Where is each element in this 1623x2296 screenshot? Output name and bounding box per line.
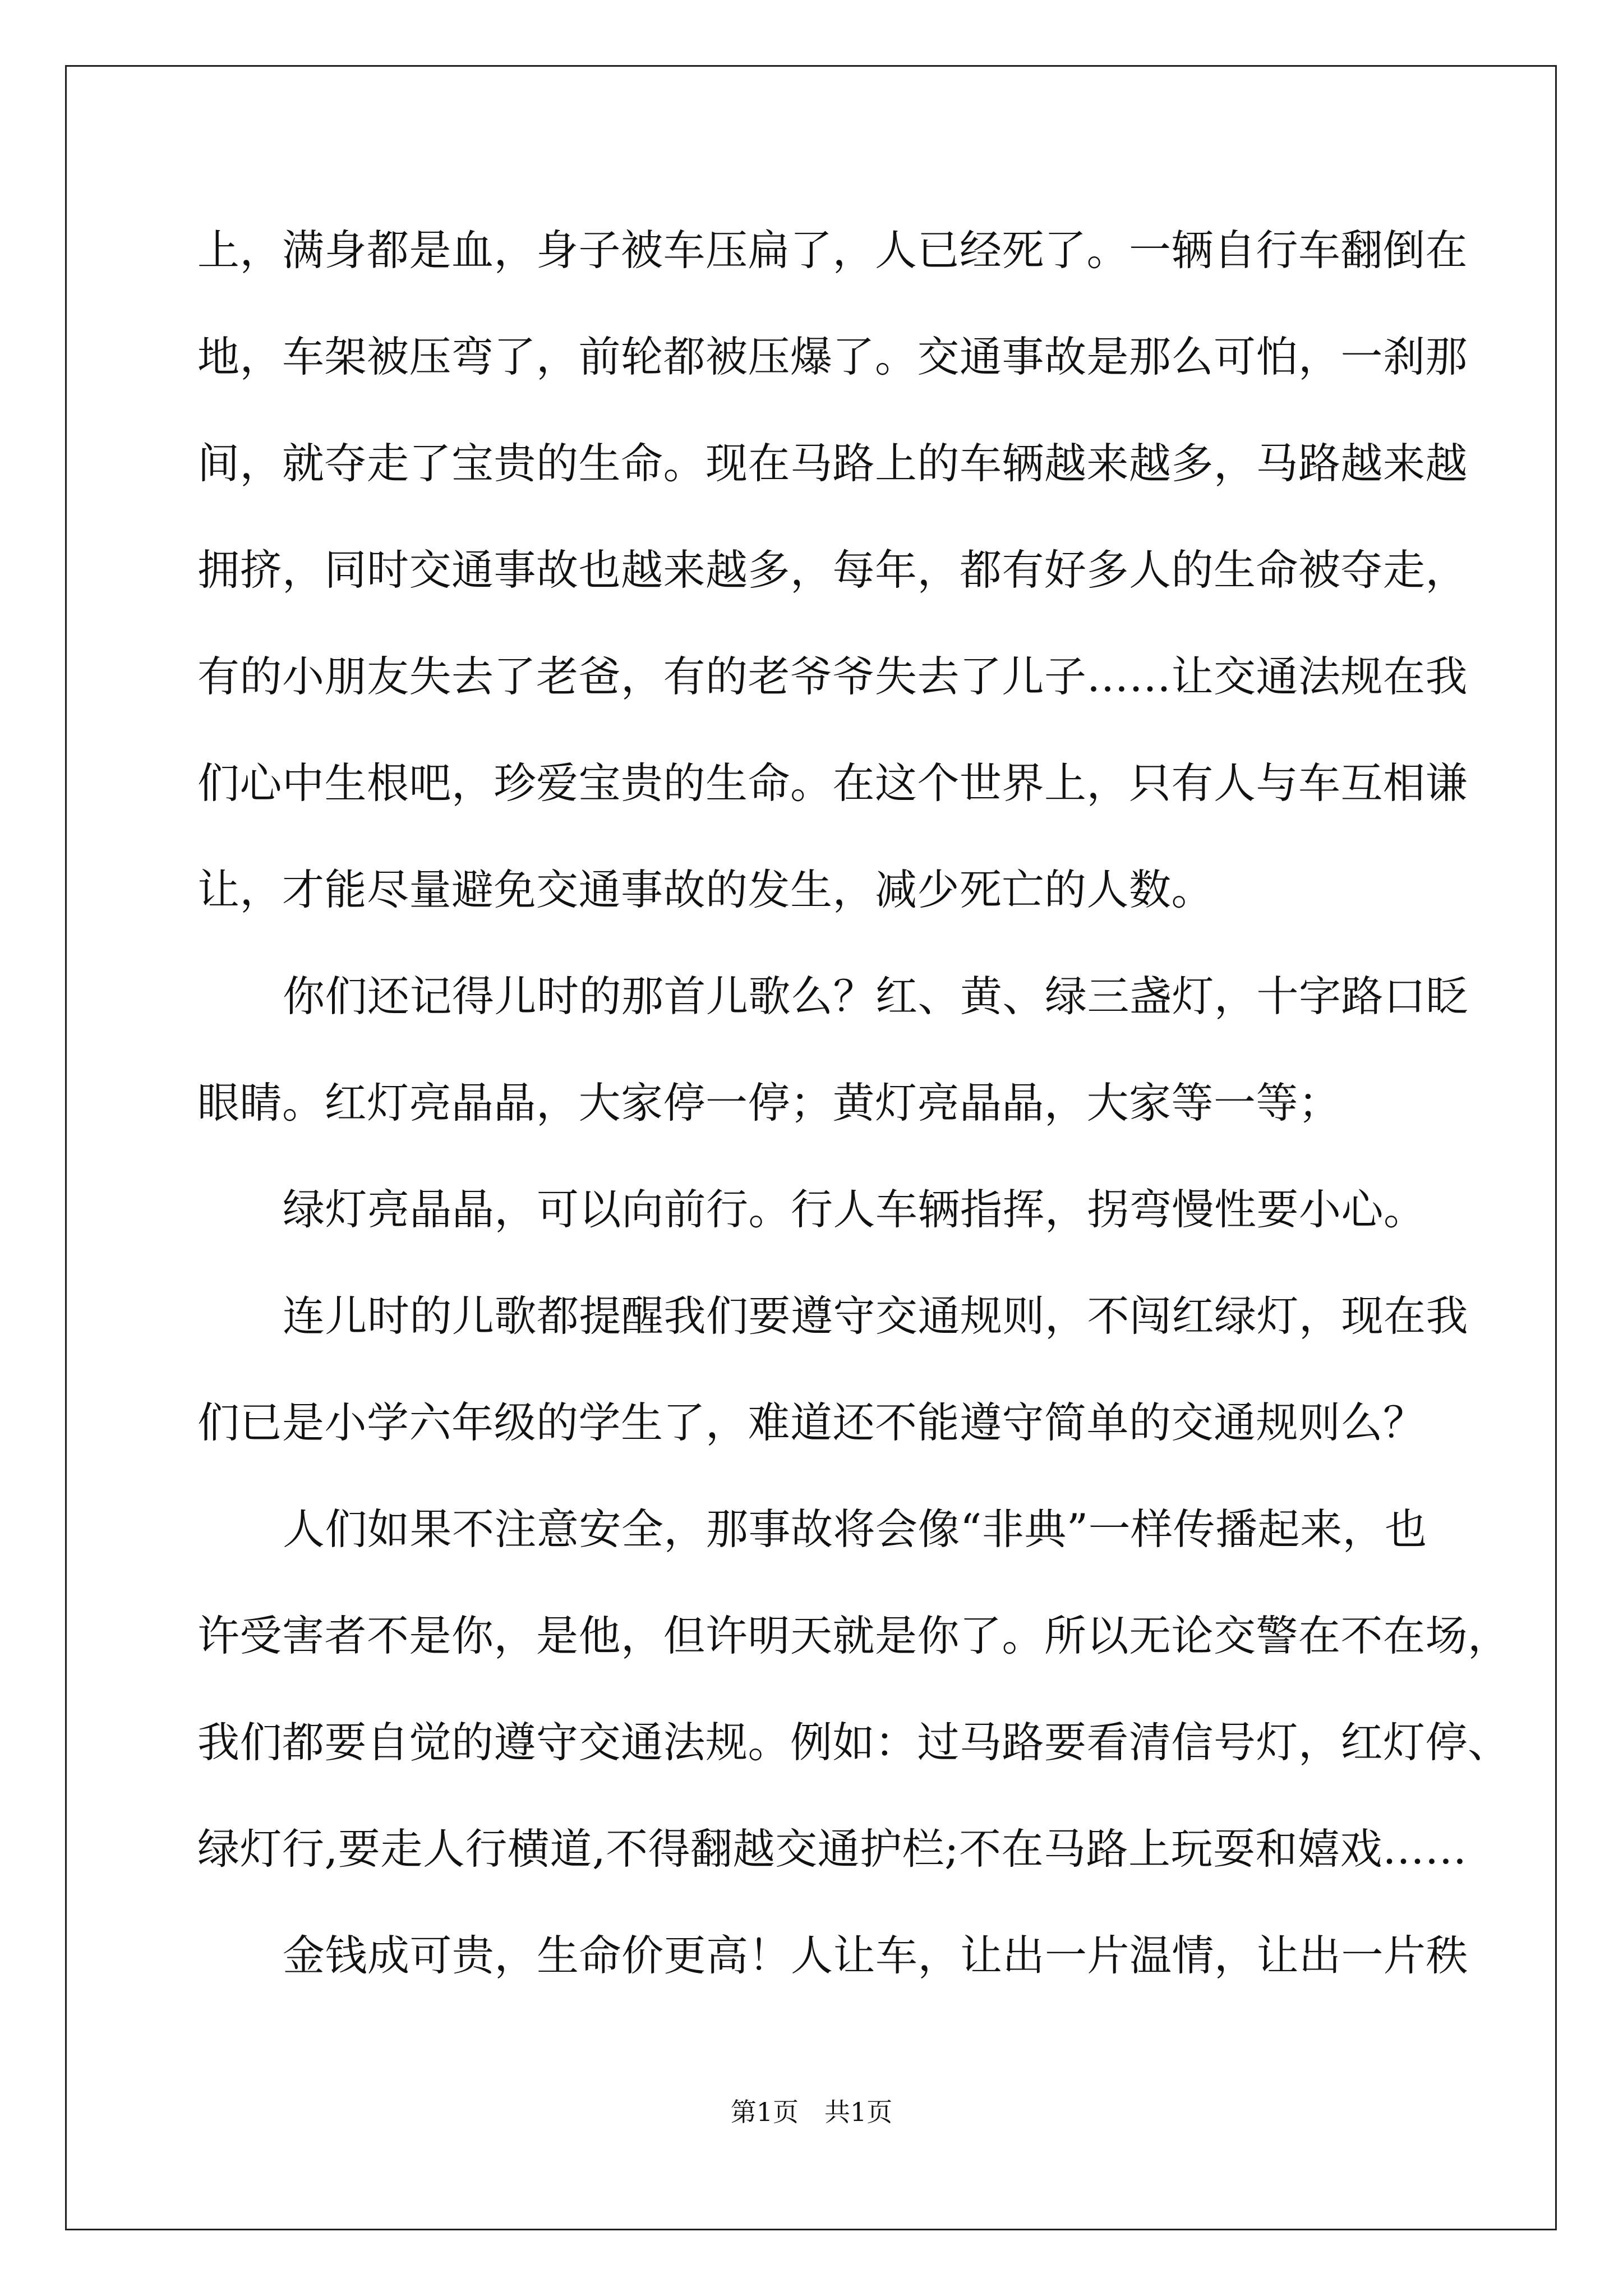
text-line-9: 眼睛。红灯亮晶晶，大家停一停；黄灯亮晶晶，大家等一等； [197,1078,1341,1128]
text-line-2: 地，车架被压弯了，前轮都被压爆了。交通事故是那么可怕，一刹那 [197,332,1468,381]
text-line-12: 们已是小学六年级的学生了，难道还不能遵守简单的交通规则么？ [197,1398,1426,1447]
text-line-17: 金钱成可贵，生命价更高！人让车，让出一片温情，让出一片秩 [283,1931,1469,1980]
text-line-5: 有的小朋友失去了老爸，有的老爷爷失去了儿子……让交通法规在我 [197,652,1468,701]
text-line-6: 们心中生根吧，珍爱宝贵的生命。在这个世界上，只有人与车互相谦 [197,758,1468,808]
text-line-1: 上，满身都是血，身子被车压扁了，人已经死了。一辆自行车翻倒在 [197,226,1468,275]
text-line-10: 绿灯亮晶晶，可以向前行。行人车辆指挥，拐弯慢性要小心。 [283,1185,1426,1234]
document-body [197,217,1510,2028]
text-line-3: 间，就夺走了宝贵的生命。现在马路上的车辆越来越多，马路越来越 [197,439,1468,488]
text-line-13: 人们如果不注意安全，那事故将会像“非典”一样传播起来，也 [283,1504,1427,1554]
text-line-16: 绿灯行,要走人行横道,不得翻越交通护栏;不在马路上玩耍和嬉戏…… [197,1824,1467,1874]
text-line-7: 让，才能尽量避免交通事故的发生，减少死亡的人数。 [197,865,1214,914]
page-footer: 第1页 共1页 [730,2097,893,2127]
text-line-15: 我们都要自觉的遵守交通法规。例如：过马路要看清信号灯，红灯停、 [197,1718,1510,1767]
text-line-4: 拥挤，同时交通事故也越来越多，每年，都有好多人的生命被夺走， [197,545,1468,595]
text-line-14: 许受害者不是你，是他，但许明天就是你了。所以无论交警在不在场， [197,1611,1510,1660]
text-line-8: 你们还记得儿时的那首儿歌么？红、黄、绿三盏灯，十字路口眨 [283,972,1469,1021]
text-line-11: 连儿时的儿歌都提醒我们要遵守交通规则，不闯红绿灯，现在我 [283,1291,1469,1341]
